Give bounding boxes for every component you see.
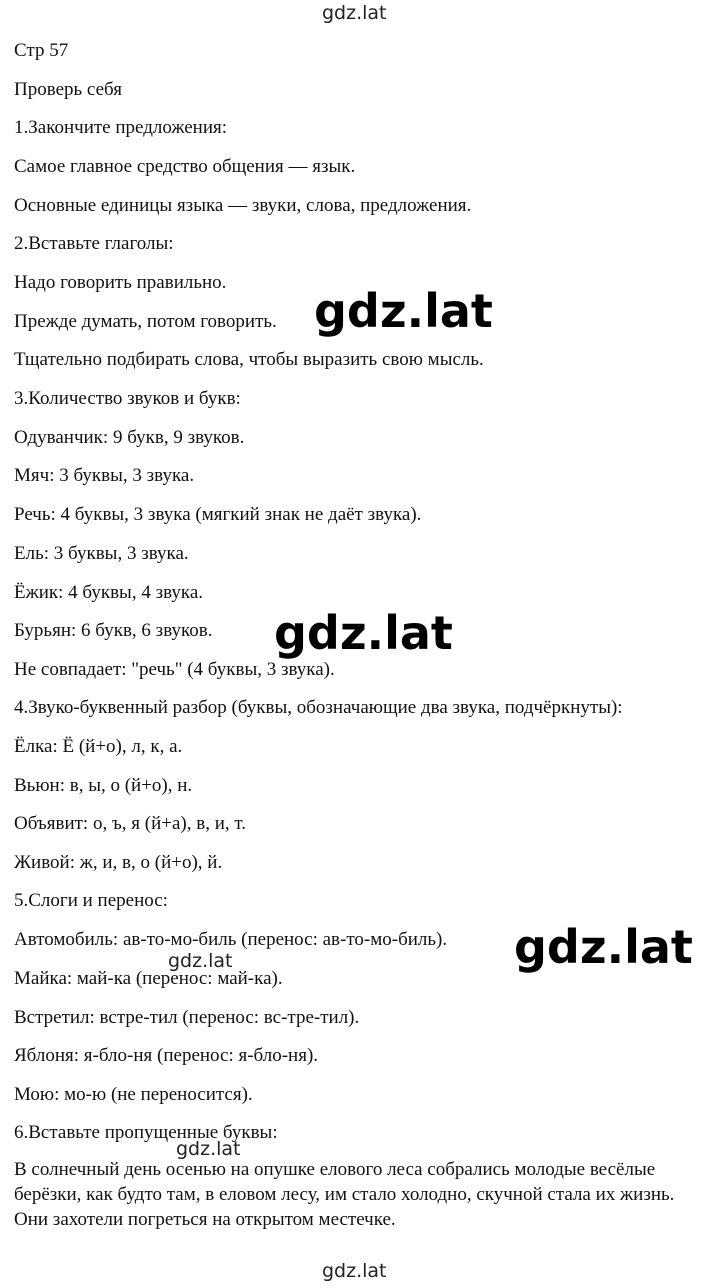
section-heading: Проверь себя xyxy=(14,79,122,100)
answer-line: Не совпадает: "речь" (4 буквы, 3 звука). xyxy=(14,659,335,680)
watermark-large: gdz.lat xyxy=(314,284,493,338)
watermark-top: gdz.lat xyxy=(322,2,387,24)
task-heading-2: 2.Вставьте глаголы: xyxy=(14,233,174,254)
task-heading-5: 5.Слоги и перенос: xyxy=(14,890,168,911)
answer-line: Прежде думать, потом говорить. xyxy=(14,311,277,332)
task-heading-6: 6.Вставьте пропущенные буквы: xyxy=(14,1122,278,1143)
answer-line: Встретил: встре-тил (перенос: вс-тре-тил). xyxy=(14,1007,360,1028)
answer-line: Живой: ж, и, в, о (й+о), й. xyxy=(14,852,223,873)
page-reference: Стр 57 xyxy=(14,40,69,61)
watermark-bottom: gdz.lat xyxy=(322,1260,387,1282)
watermark-small: gdz.lat xyxy=(168,950,233,972)
answer-paragraph: В солнечный день осенью на опушке елового леса собрались молодые весёлые берёзки, как будто там, в еловом лесу, им стало холодно, скучной стала их жизнь. Они захотели погреться на открытом местечке. xyxy=(14,1159,675,1230)
answer-line: Речь: 4 буквы, 3 звука (мягкий знак не даёт звука). xyxy=(14,504,422,525)
answer-line: Объявит: о, ъ, я (й+а), в, и, т. xyxy=(14,813,246,834)
task-heading-3: 3.Количество звуков и букв: xyxy=(14,388,241,409)
answer-line: Надо говорить правильно. xyxy=(14,272,227,293)
answer-line: Ёжик: 4 буквы, 4 звука. xyxy=(14,582,204,603)
answer-line: Бурьян: 6 букв, 6 звуков. xyxy=(14,620,213,641)
answer-line: Самое главное средство общения — язык. xyxy=(14,156,356,177)
watermark-large: gdz.lat xyxy=(274,606,453,660)
watermark-large: gdz.lat xyxy=(514,920,693,974)
answer-line: Мою: мо-ю (не переносится). xyxy=(14,1084,253,1105)
answer-line: Автомобиль: ав-то-мо-биль (перенос: ав-то-мо-биль). xyxy=(14,929,448,950)
answer-line: Мяч: 3 буквы, 3 звука. xyxy=(14,465,195,486)
answer-line: Основные единицы языка — звуки, слова, предложения. xyxy=(14,195,472,216)
answer-line: Ель: 3 буквы, 3 звука. xyxy=(14,543,189,564)
answer-line: Ёлка: Ё (й+о), л, к, а. xyxy=(14,736,183,757)
watermark-small: gdz.lat xyxy=(176,1138,241,1160)
answer-line: Майка: май-ка (перенос: май-ка). xyxy=(14,968,283,989)
answer-line: Одуванчик: 9 букв, 9 звуков. xyxy=(14,427,245,448)
task-heading-4: 4.Звуко-буквенный разбор (буквы, обозначающие два звука, подчёркнуты): xyxy=(14,697,623,718)
answer-line: Тщательно подбирать слова, чтобы выразить свою мысль. xyxy=(14,349,484,370)
task-heading-1: 1.Закончите предложения: xyxy=(14,117,228,138)
answer-line: Яблоня: я-бло-ня (перенос: я-бло-ня). xyxy=(14,1045,319,1066)
answer-line: Вьюн: в, ы, о (й+о), н. xyxy=(14,775,193,796)
